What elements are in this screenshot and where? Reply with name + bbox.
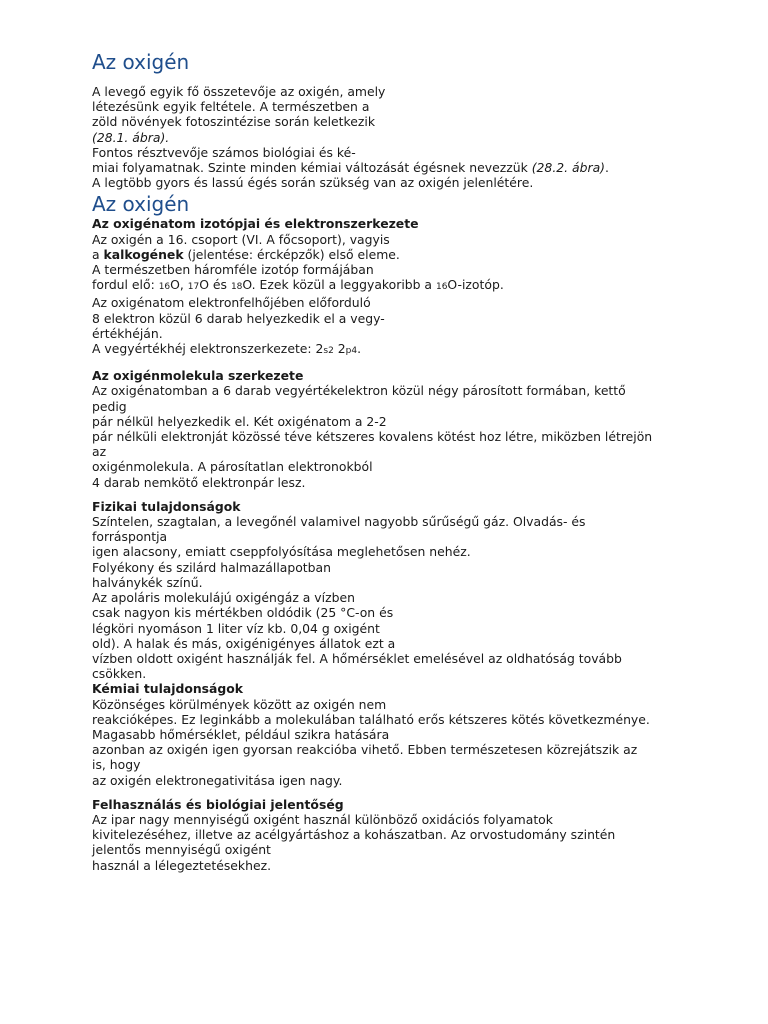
figure-reference: (28.2. ábra) <box>531 160 605 176</box>
text-span: . <box>357 341 362 357</box>
text-line: Az ipar nagy mennyiségű oxigént használ különböző oxidációs folyamatok <box>92 811 553 827</box>
text-span: (jelentése: ércképzők) első eleme. <box>183 246 400 262</box>
text-line: Az oxigénatom elektronfelhőjében előforduló <box>92 295 371 311</box>
text-line: old). A halak és más, oxigénigényes állatok ezt a <box>92 635 396 651</box>
section-isotopes <box>92 216 692 359</box>
spacer <box>92 788 692 797</box>
section-physical <box>92 499 692 681</box>
section-title: Az oxigén <box>92 192 190 217</box>
text-span: O. Ezek közül a leggyakoribb a <box>242 277 436 293</box>
text-span: A vegyértékhéj elektronszerkezete: 2 <box>92 341 324 357</box>
text-line: pár nélkül helyezkedik el. Két oxigénatom a 2-2 <box>92 413 387 429</box>
document-page <box>92 50 692 873</box>
text-span: . <box>605 160 609 176</box>
text-line: zöld növények fotoszintézise során keletkezik <box>92 114 375 130</box>
intro-paragraph <box>92 84 692 190</box>
bold-term: kalkogének <box>103 246 184 262</box>
section-molecule <box>92 368 692 490</box>
text-line: Magasabb hőmérséklet, például szikra hatására <box>92 726 390 742</box>
section-heading: Az oxigénatom izotópjai és elektronszerkezete <box>92 216 419 232</box>
text-line: Az oxigénatomban a 6 darab vegyértékelektron közül négy párosított formában, kettő <box>92 383 626 399</box>
text-line <box>92 247 692 262</box>
text-line: forráspontja <box>92 529 168 545</box>
page-title: Az oxigén <box>92 50 190 74</box>
text-line: Az apoláris molekulájú oxigéngáz a vízben <box>92 590 355 606</box>
text-line: értékhéján. <box>92 325 163 341</box>
text-line: vízben oldott oxigént használják fel. A hőmérséklet emelésével az oldhatóság tovább <box>92 650 622 666</box>
spacer <box>92 490 692 499</box>
text-line: pár nélküli elektronját közössé téve kétszeres kovalens kötést hoz létre, miközben létrejön <box>92 429 653 445</box>
text-line: halványkék színű. <box>92 574 203 590</box>
text-line <box>92 160 692 175</box>
section-chemical <box>92 681 692 787</box>
text-line: igen alacsony, emiatt cseppfolyósítása meglehetősen nehéz. <box>92 544 471 560</box>
section-heading: Az oxigénmolekula szerkezete <box>92 368 304 384</box>
text-span: O és <box>199 277 231 293</box>
section-usage <box>92 797 692 873</box>
section-heading: Fizikai tulajdonságok <box>92 498 241 514</box>
text-line: oxigénmolekula. A párosítatlan elektronokból <box>92 459 373 475</box>
mass-number: 18 <box>230 282 243 293</box>
text-line: is, hogy <box>92 757 141 773</box>
text-line: 4 darab nemkötő elektronpár lesz. <box>92 474 306 490</box>
text-line: létezésünk egyik feltétele. A természetben a <box>92 99 370 115</box>
text-span: 2 <box>333 341 346 357</box>
text-span: miai folyamatnak. Szinte minden kémiai változását égésnek nevezzük <box>92 160 528 176</box>
text-line <box>92 341 692 359</box>
text-span: O-izotóp. <box>447 277 504 293</box>
mass-number: 16 <box>158 282 171 293</box>
text-line: reakcióképes. Ez leginkább a molekulában található erős kétszeres kötés következménye. <box>92 711 650 727</box>
text-line: kivitelezéséhez, illetve az acélgyártáshoz a kohászatban. Az orvostudomány szintén <box>92 827 616 843</box>
text-line: jelentős mennyiségű oxigént <box>92 842 271 858</box>
figure-reference: (28.1. ábra). <box>92 129 170 145</box>
text-line: Közönséges körülmények között az oxigén nem <box>92 696 387 712</box>
text-span: a <box>92 246 104 262</box>
mass-number: 16 <box>435 282 448 293</box>
section-heading: Felhasználás és biológiai jelentőség <box>92 796 344 812</box>
text-line: Fontos résztvevője számos biológiai és ké- <box>92 144 356 160</box>
text-line: Színtelen, szagtalan, a levegőnél valamivel nagyobb sűrűségű gáz. Olvadás- és <box>92 514 586 530</box>
text-line: Folyékony és szilárd halmazállapotban <box>92 559 331 575</box>
text-line: használ a lélegeztetésekhez. <box>92 857 272 873</box>
text-line: pedig <box>92 398 127 414</box>
text-line: 8 elektron közül 6 darab helyezkedik el a vegy- <box>92 310 385 326</box>
text-span: fordul elő: <box>92 277 159 293</box>
text-span: O, <box>170 277 188 293</box>
text-line: légköri nyomáson 1 liter víz kb. 0,04 g oxigént <box>92 620 380 636</box>
section-heading: Kémiai tulajdonságok <box>92 681 244 697</box>
text-line: csökken. <box>92 666 147 682</box>
text-line: A legtöbb gyors és lassú égés során szükség van az oxigén jelenlétére. <box>92 175 534 191</box>
text-line <box>92 130 692 145</box>
text-line: csak nagyon kis mértékben oldódik (25 °C-on és <box>92 605 394 621</box>
mass-number: 17 <box>187 282 200 293</box>
orbital-label: p4 <box>345 346 358 357</box>
text-line: A levegő egyik fő összetevője az oxigén, amely <box>92 84 386 99</box>
orbital-label: s2 <box>323 346 334 357</box>
text-line <box>92 277 692 295</box>
text-line: az <box>92 444 107 460</box>
text-line: Az oxigén a 16. csoport (VI. A főcsoport), vagyis <box>92 231 390 247</box>
text-line: azonban az oxigén igen gyorsan reakcióba vihető. Ebben természetesen közrejátszik az <box>92 742 638 758</box>
text-line: az oxigén elektronegativitása igen nagy. <box>92 772 343 788</box>
text-line: A természetben háromféle izotóp formájában <box>92 262 374 278</box>
spacer <box>92 359 692 368</box>
